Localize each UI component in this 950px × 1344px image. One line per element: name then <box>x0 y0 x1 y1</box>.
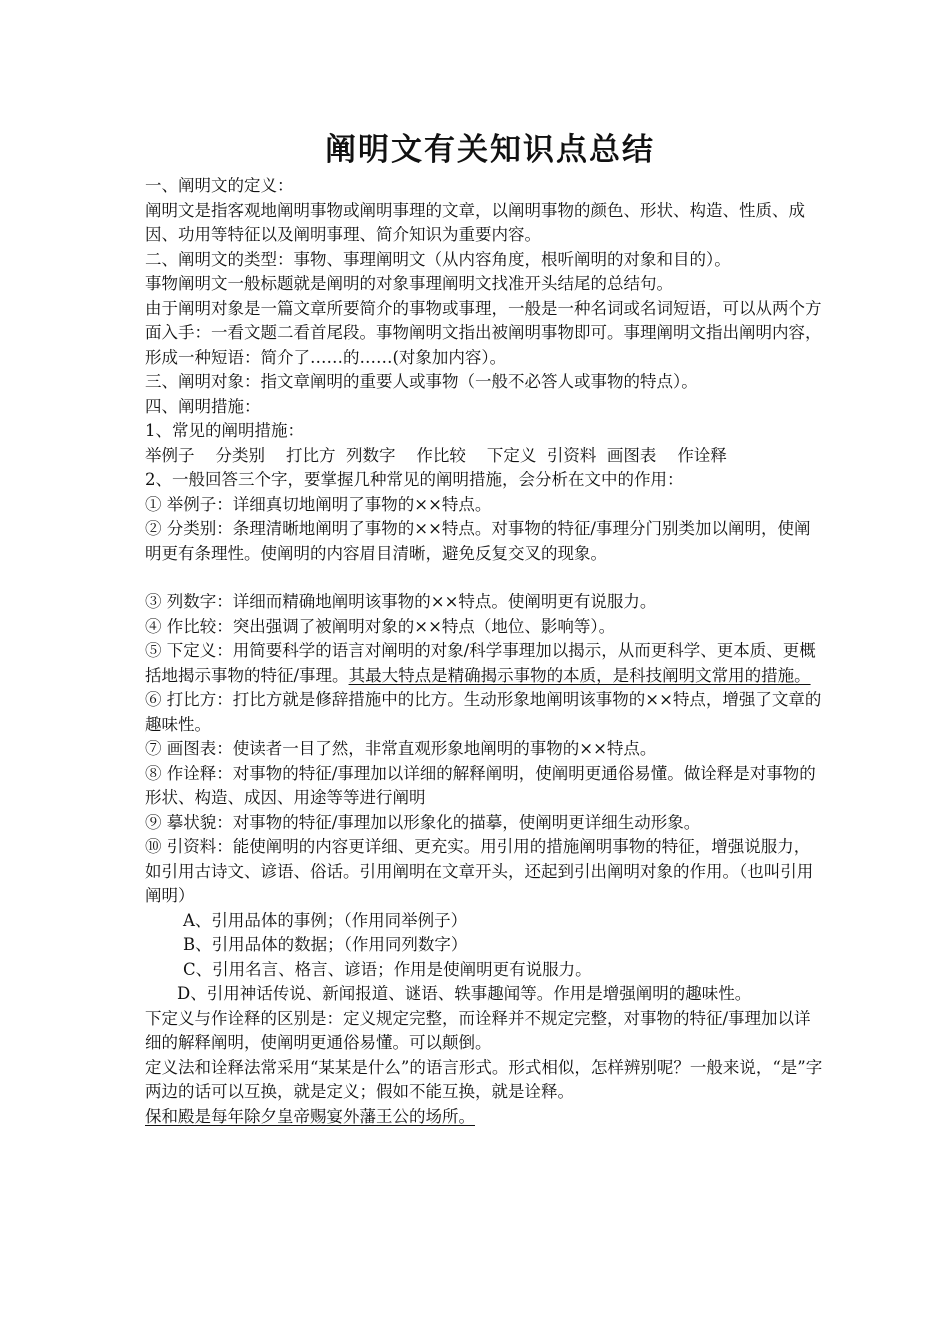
difference-paragraph: 下定义与作诠释的区别是：定义规定完整，而诠释并不规定完整，对事物的特征/事理加以详细的解释阐明，使阐明更通俗易懂。可以颠倒。 <box>145 1008 811 1052</box>
document-title: 阐明文有关知识点总结 <box>325 132 655 168</box>
form-paragraph: 定义法和诠释法常采用“某某是什么”的语言形式。形式相似，怎样辨别呢？一般来说，“是”字两边的话可以互换，就是定义；假如不能互换，就是诠释。 <box>145 1057 823 1101</box>
blank-line <box>145 566 825 590</box>
method-3: ③ 列数字：详细而精确地阐明该事物的××特点。使阐明更有说服力。 <box>145 592 657 611</box>
common-methods-heading: 1、常见的阐明措施： <box>145 421 304 440</box>
method-5-text: ⑤ 下定义：用简要科学的语言对阐明的对象/科学事理加以揭示，从而更科学、更本质、更概括地揭示事物的特征/事理。 <box>145 641 816 685</box>
method-2: ② 分类别：条理清晰地阐明了事物的××特点。对事物的特征/事理分门别类加以阐明，使阐明更有条理性。使阐明的内容眉目清晰，避免反复交叉的现象。 <box>145 519 811 563</box>
method-10: ⑩ 引资料：能使阐明的内容更详细、更充实。用引用的措施阐明事物的特征，增强说服力，如引用古诗文、谚语、俗话。引用阐明在文章开头，还起到引出阐明对象的作用。（也叫引用阐明） <box>145 837 814 905</box>
section-2-heading: 二、阐明文的类型：事物、事理阐明文（从内容角度，根听阐明的对象和目的）。 <box>145 249 731 269</box>
method-9: ⑨ 摹状貌：对事物的特征/事理加以形象化的描摹，使阐明更详细生动形象。 <box>145 812 701 832</box>
section-1-heading: 一、阐明文的定义： <box>145 176 294 195</box>
method-4: ④ 作比较：突出强调了被阐明对象的××特点（地位、影响等）。 <box>145 616 616 636</box>
method-7: ⑦ 画图表：使读者一目了然，非常直观形象地阐明的事物的××特点。 <box>145 739 657 758</box>
citation-c: C、引用名言、格言、谚语；作用是使阐明更有说服力。 <box>183 959 592 979</box>
document-page <box>145 128 825 1129</box>
definition-paragraph: 阐明文是指客观地阐明事物或阐明事理的文章，以阐明事物的颜色、形状、构造、性质、成因、功用等特征以及阐明事理、简介知识为重要内容。 <box>145 200 805 244</box>
method-5 <box>145 639 825 688</box>
example-sentence <box>145 1105 825 1130</box>
object-type-paragraph: 事物阐明文一般标题就是阐明的对象事理阐明文找准开头结尾的总结句。 <box>145 274 673 293</box>
method-8: ⑧ 作诠释：对事物的特征/事理加以详细的解释阐明，使阐明更通俗易懂。做诠释是对事物的形状、构造、成因、用途等等进行阐明 <box>145 763 816 807</box>
answer-guideline: 2、一般回答三个字，要掌握几种常见的阐明措施，会分析在文中的作用： <box>145 470 684 489</box>
method-1: ① 举例子：详细真切地阐明了事物的××特点。 <box>145 494 492 514</box>
section-4-heading: 四、阐明措施： <box>145 396 261 416</box>
citation-d: D、引用神话传说、新闻报道、谜语、轶事趣闻等。作用是增强阐明的趣味性。 <box>177 984 752 1003</box>
section-3-heading: 三、阐明对象：指文章阐明的重要人或事物（一般不必答人或事物的特点）。 <box>145 372 698 391</box>
method-6: ⑥ 打比方：打比方就是修辞措施中的比方。生动形象地阐明该事物的××特点，增强了文章的趣味性。 <box>145 690 822 734</box>
citation-b: B、引用品体的数据；（作用同列数字） <box>183 935 468 954</box>
method-5-underlined: 其最大特点是精确揭示事物的本质，是科技阐明文常用的措施。 <box>348 665 811 685</box>
object-analysis-paragraph: 由于阐明对象是一篇文章所要简介的事物或事理，一般是一种名词或名词短语，可以从两个方面入手：一看文题二看首尾段。事物阐明文指出被阐明事物即可。事理阐明文指出阐明内容，形成一种短语：简介了……的……(对象加内容）。 <box>145 298 822 367</box>
example-underlined: 保和殿是每年除夕皇帝赐宴外藩王公的场所。 <box>145 1106 475 1126</box>
citation-a: A、引用品体的事例；（作用同举例子） <box>183 910 468 930</box>
methods-list: 举例子 分类别 打比方 列数字 作比较 下定义 引资料 画图表 作诠释 <box>145 445 727 465</box>
